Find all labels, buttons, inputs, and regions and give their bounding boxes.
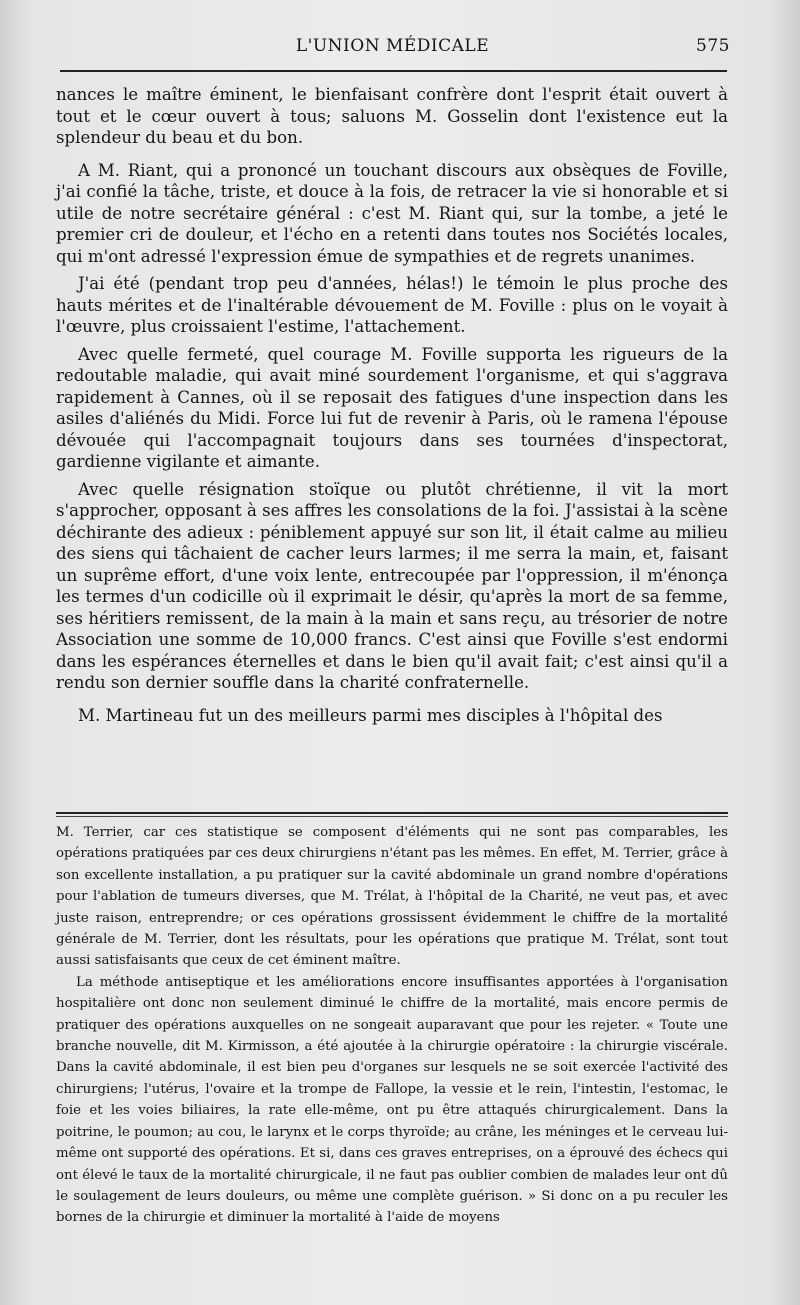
footnote-paragraph-2: La méthode antiseptique et les améliorations encore insuffisantes apportées à l'organisation hospitalière ont donc non seulement diminué le chiffre de la mortalité, mais encore permis de pratiquer des opérations auxquelles on ne songeait auparavant que pour les rejeter. « Toute une branche nouvelle, dit M. Kirmisson, a été ajoutée à la chirurgie opératoire : la chirurgie viscérale. Dans la cavité abdominale, il est bien peu d'organes sur lesquels ne se soit exercée l'activité des chirurgiens; l'utérus, l'ovaire et la trompe de Fallope, la vessie et le rein, l'intestin, l'estomac, le foie et les voies biliaires, la rate elle-même, ont pu être attaqués chirurgicalement. Dans la poitrine, le poumon; au cou, le larynx et le corps thyroïde; au crâne, les méninges et le cerveau lui-même ont supporté des opérations. Et si, dans ces graves entreprises, on a éprouvé des échecs qui ont élevé le taux de la mortalité chirurgicale, il ne faut pas oublier combien de malades leur ont dû le soulagement de leurs douleurs, ou même une complète guérison. » Si donc on a pu reculer les bornes de la chirurgie et diminuer la mortalité à l'aide de moyens xyxy=(56,974,728,1226)
paragraph-5: Avec quelle résignation stoïque ou plutôt chrétienne, il vit la mort s'approcher, opposant à ses affres les consolations de la foi. J'assistai à la scène déchirante des adieux : péniblement appuyé sur son lit, il était calme au milieu des siens qui tâchaient de cacher leurs larmes; il me serra la main, et, faisant un suprême effort, d'une voix lente, entrecoupée par l'oppression, il m'énonça les termes d'un codicille où il exprimait le désir, qu'après la mort de sa femme, ses héritiers remissent, de la main à la main et sans reçu, au trésorier de notre Association une somme de 10,000 francs. C'est ainsi que Foville s'est endormi dans les espérances éternelles et dans le bien qu'il avait fait; c'est ainsi qu'il a rendu son dernier souffle dans la charité confraternelle. xyxy=(56,479,728,692)
page-number: 575 xyxy=(696,36,730,56)
footnote-rule-thin xyxy=(56,816,728,817)
paragraph-4: Avec quelle fermeté, quel courage M. Foville supporta les rigueurs de la redoutable maladie, qui avait miné sourdement l'organisme, et qui s'aggrava rapidement à Cannes, où il se reposait des fatigues d'une inspection dans les asiles d'aliénés du Midi. Force lui fut de revenir à Paris, où le ramena l'épouse dévouée qui l'accompagnait toujours dans ses tournées d'inspectorat, gardienne vigilante et aimante. xyxy=(56,344,728,471)
main-text xyxy=(56,84,728,726)
footnote-paragraph-1: M. Terrier, car ces statistique se composent d'éléments qui ne sont pas comparables, les opérations pratiquées par ces deux chirurgiens n'étant pas les mêmes. En effet, M. Terrier, grâce à son excellente installation, a pu pratiquer sur la cavité abdominale un grand nombre d'opérations pour l'ablation de tumeurs diverses, que M. Trélat, à l'hôpital de la Charité, ne veut pas, et avec juste raison, entreprendre; or ces opérations grossissent évidemment le chiffre de la mortalité générale de M. Terrier, dont les résultats, pour les opérations que pratique M. Trélat, sont tout aussi satisfaisants que ceux de cet éminent maître. xyxy=(56,825,728,969)
footnotes xyxy=(56,822,728,1229)
paragraph-1: nances le maître éminent, le bienfaisant confrère dont l'esprit était ouvert à tout et le cœur ouvert à tous; saluons M. Gosselin dont l'existence eut la splendeur du beau et du bon. xyxy=(56,85,728,147)
running-header xyxy=(55,36,730,60)
footnote-rule xyxy=(56,812,728,814)
paragraph-6: M. Martineau fut un des meilleurs parmi mes disciples à l'hôpital des xyxy=(78,705,663,725)
paragraph-2: A M. Riant, qui a prononcé un touchant discours aux obsèques de Foville, j'ai confié la tâche, triste, et douce à la fois, de retracer la vie si honorable et si utile de notre secrétaire général : c'est M. Riant qui, sur la tombe, a jeté le premier cri de douleur, et l'écho en a retenti dans toutes nos Sociétés locales, qui m'ont adressé l'expression émue de sympathies et de regrets unanimes. xyxy=(56,160,728,266)
paragraph-3: J'ai été (pendant trop peu d'années, hélas!) le témoin le plus proche des hauts mérites et de l'inaltérable dévouement de M. Foville : plus on le voyait à l'œuvre, plus croissaient l'estime, l'attachement. xyxy=(56,274,728,336)
journal-title: L'UNION MÉDICALE xyxy=(295,36,490,56)
header-rule xyxy=(60,70,727,72)
